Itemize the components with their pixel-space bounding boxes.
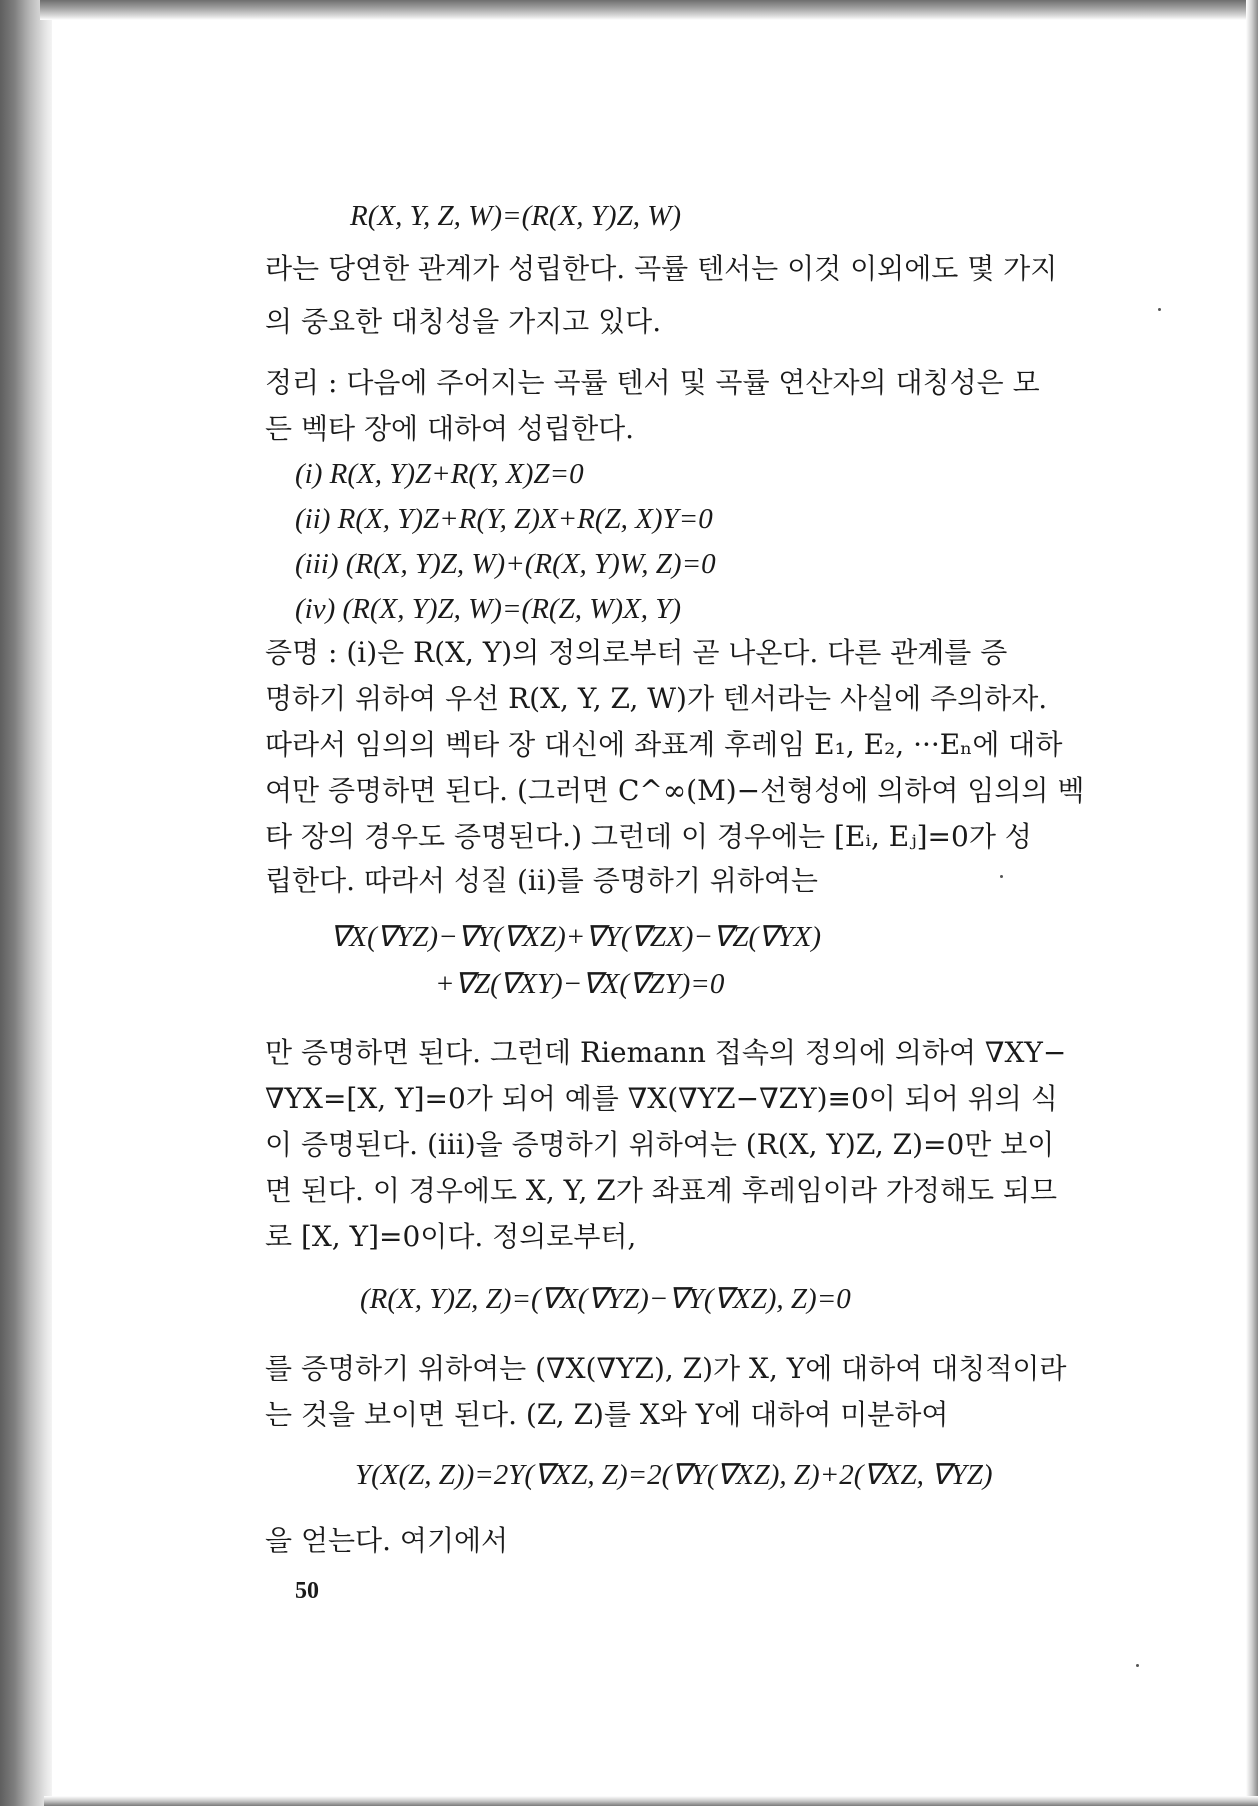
text-line: 는 것을 보이면 된다. (Z, Z)를 X와 Y에 대하여 미분하여 bbox=[265, 1398, 949, 1431]
scan-speck bbox=[1158, 308, 1161, 311]
symmetry-item-i: (i) R(X, Y)Z+R(Y, X)Z=0 bbox=[295, 458, 584, 490]
page-bottom-edge bbox=[44, 1796, 1258, 1806]
symmetry-item-iii: (iii) (R(X, Y)Z, W)+(R(X, Y)W, Z)=0 bbox=[295, 548, 716, 580]
text-line: 이 증명된다. (iii)을 증명하기 위하여는 (R(X, Y)Z, Z)=0만 보이 bbox=[265, 1128, 1055, 1161]
text-line: 타 장의 경우도 증명된다.) 그런데 이 경우에는 [Eᵢ, Eⱼ]=0가 성 bbox=[265, 820, 1032, 853]
symmetry-item-ii: (ii) R(X, Y)Z+R(Y, Z)X+R(Z, X)Y=0 bbox=[295, 503, 713, 535]
book-spine-shadow bbox=[0, 0, 52, 1806]
text-line: 만 증명하면 된다. 그런데 Riemann 접속의 정의에 의하여 ∇XY− bbox=[265, 1036, 1067, 1069]
page-right-edge bbox=[1246, 0, 1258, 1806]
text-line: 면 된다. 이 경우에도 X, Y, Z가 좌표계 후레임이라 가정해도 되므 bbox=[265, 1174, 1058, 1207]
text-line: 라는 당연한 관계가 성립한다. 곡률 텐서는 이것 이외에도 몇 가지 bbox=[265, 252, 1058, 285]
symmetry-item-iv: (iv) (R(X, Y)Z, W)=(R(Z, W)X, Y) bbox=[295, 593, 682, 625]
scan-speck bbox=[1136, 1664, 1139, 1667]
text-line: 명하기 위하여 우선 R(X, Y, Z, W)가 텐서라는 사실에 주의하자. bbox=[265, 682, 1048, 715]
equation-curvature-tensor: R(X, Y, Z, W)=(R(X, Y)Z, W) bbox=[350, 200, 682, 232]
text-line: 로 [X, Y]=0이다. 정의로부터, bbox=[265, 1220, 637, 1253]
text-line: 든 벡타 장에 대하여 성립한다. bbox=[265, 412, 635, 445]
text-line: 를 증명하기 위하여는 (∇X(∇YZ), Z)가 X, Y에 대하여 대칭적이라 bbox=[265, 1352, 1067, 1385]
text-line: 따라서 임의의 벡타 장 대신에 좌표계 후레임 E₁, E₂, ···Eₙ에 대하 bbox=[265, 728, 1063, 761]
theorem-heading: 정리 : 다음에 주어지는 곡률 텐서 및 곡률 연산자의 대칭성은 모 bbox=[265, 366, 1040, 399]
equation-derivative: Y(X(Z, Z))=2Y(∇XZ, Z)=2(∇Y(∇XZ), Z)+2(∇XZ, ∇YZ) bbox=[355, 1459, 993, 1491]
page-number: 50 bbox=[295, 1578, 319, 1604]
equation-antisymmetry: (R(X, Y)Z, Z)=(∇X(∇YZ)−∇Y(∇XZ), Z)=0 bbox=[360, 1283, 851, 1315]
text-line: 여만 증명하면 된다. (그러면 C^∞(M)−선형성에 의하여 임의의 벡 bbox=[265, 774, 1085, 807]
equation-bianchi-line-2: +∇Z(∇XY)−∇X(∇ZY)=0 bbox=[435, 968, 725, 1000]
proof-heading: 증명 : (i)은 R(X, Y)의 정의로부터 곧 나온다. 다른 관계를 증 bbox=[265, 636, 1008, 669]
text-line: 을 얻는다. 여기에서 bbox=[265, 1524, 509, 1557]
scan-speck bbox=[1000, 875, 1003, 878]
text-line: 립한다. 따라서 성질 (ii)를 증명하기 위하여는 bbox=[265, 864, 818, 897]
text-line: ∇YX=[X, Y]=0가 되어 예를 ∇X(∇YZ−∇ZY)≡0이 되어 위의 식 bbox=[265, 1082, 1058, 1115]
page-top-edge bbox=[40, 0, 1258, 20]
equation-bianchi-line-1: ∇X(∇YZ)−∇Y(∇XZ)+∇Y(∇ZX)−∇Z(∇YX) bbox=[330, 921, 822, 953]
text-line: 의 중요한 대칭성을 가지고 있다. bbox=[265, 305, 662, 338]
